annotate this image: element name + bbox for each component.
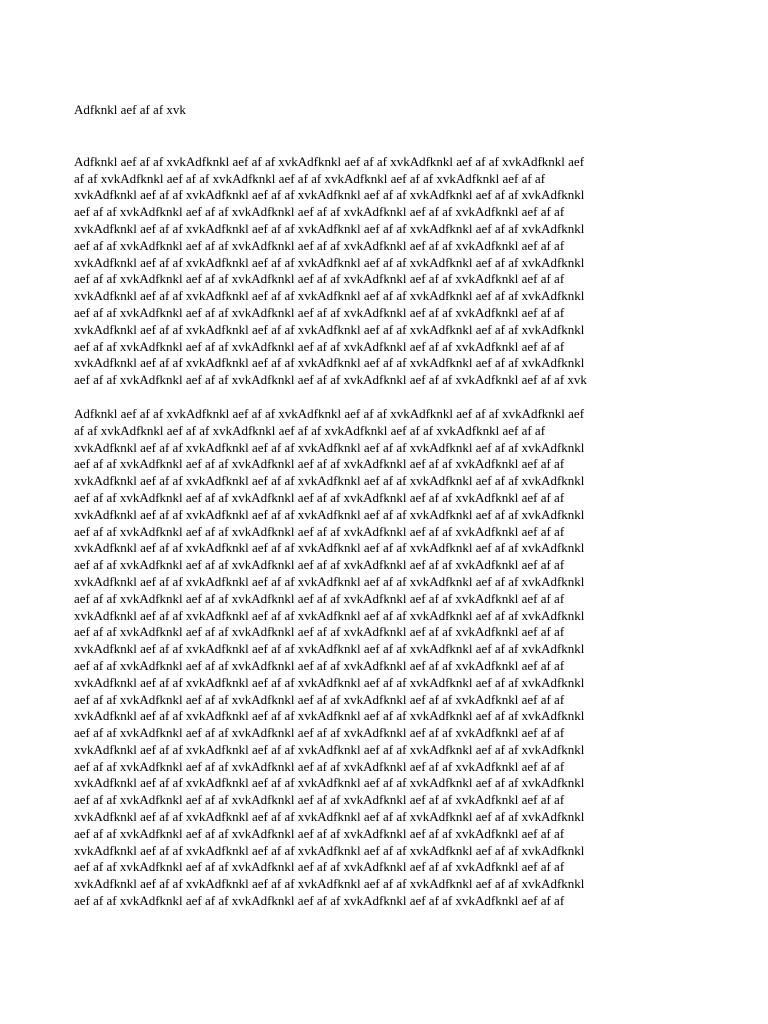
text-line: aef af af xvkAdfknkl aef af af xvkAdfknkl aef af af xvkAdfknkl aef af af xvkAdfknkl aef af af	[74, 624, 565, 640]
text-line: aef af af xvkAdfknkl aef af af xvkAdfknkl aef af af xvkAdfknkl aef af af xvkAdfknkl aef af af	[74, 657, 565, 673]
text-line: aef af af xvkAdfknkl aef af af xvkAdfknkl aef af af xvkAdfknkl aef af af xvkAdfknkl aef af af xvk	[74, 372, 587, 388]
text-line: aef af af xvkAdfknkl aef af af xvkAdfknkl aef af af xvkAdfknkl aef af af xvkAdfknkl aef af af	[74, 456, 565, 472]
document-title: Adfknkl aef af af xvk	[74, 102, 186, 117]
text-line: aef af af xvkAdfknkl aef af af xvkAdfknkl aef af af xvkAdfknkl aef af af xvkAdfknkl aef af af	[74, 792, 565, 808]
text-line: aef af af xvkAdfknkl aef af af xvkAdfknkl aef af af xvkAdfknkl aef af af xvkAdfknkl aef af af	[74, 523, 565, 539]
text-line: xvkAdfknkl aef af af xvkAdfknkl aef af af xvkAdfknkl aef af af xvkAdfknkl aef af af xvkAdfknkl	[74, 775, 585, 791]
text-line: af af xvkAdfknkl aef af af xvkAdfknkl aef af af xvkAdfknkl aef af af xvkAdfknkl aef af af	[74, 422, 546, 438]
text-line: xvkAdfknkl aef af af xvkAdfknkl aef af af xvkAdfknkl aef af af xvkAdfknkl aef af af xvkAdfknkl	[74, 506, 585, 522]
text-line: xvkAdfknkl aef af af xvkAdfknkl aef af af xvkAdfknkl aef af af xvkAdfknkl aef af af xvkAdfknkl	[74, 876, 585, 892]
text-line: Adfknkl aef af af xvkAdfknkl aef af af xvkAdfknkl aef af af xvkAdfknkl aef af af xvkAdfknkl aef	[74, 405, 585, 421]
text-line: xvkAdfknkl aef af af xvkAdfknkl aef af af xvkAdfknkl aef af af xvkAdfknkl aef af af xvkAdfknkl	[74, 288, 585, 304]
text-line: xvkAdfknkl aef af af xvkAdfknkl aef af af xvkAdfknkl aef af af xvkAdfknkl aef af af xvkAdfknkl	[74, 842, 585, 858]
text-line: aef af af xvkAdfknkl aef af af xvkAdfknkl aef af af xvkAdfknkl aef af af xvkAdfknkl aef af af	[74, 237, 565, 253]
text-line: xvkAdfknkl aef af af xvkAdfknkl aef af af xvkAdfknkl aef af af xvkAdfknkl aef af af xvkAdfknkl	[74, 321, 585, 337]
text-line: xvkAdfknkl aef af af xvkAdfknkl aef af af xvkAdfknkl aef af af xvkAdfknkl aef af af xvkAdfknkl	[74, 540, 585, 556]
text-line: af af xvkAdfknkl aef af af xvkAdfknkl aef af af xvkAdfknkl aef af af xvkAdfknkl aef af af	[74, 170, 546, 186]
text-line: xvkAdfknkl aef af af xvkAdfknkl aef af af xvkAdfknkl aef af af xvkAdfknkl aef af af xvkAdfknkl	[74, 573, 585, 589]
text-line: aef af af xvkAdfknkl aef af af xvkAdfknkl aef af af xvkAdfknkl aef af af xvkAdfknkl aef af af	[74, 893, 565, 909]
paragraph	[74, 406, 694, 910]
text-line: xvkAdfknkl aef af af xvkAdfknkl aef af af xvkAdfknkl aef af af xvkAdfknkl aef af af xvkAdfknkl	[74, 439, 585, 455]
text-line: xvkAdfknkl aef af af xvkAdfknkl aef af af xvkAdfknkl aef af af xvkAdfknkl aef af af xvkAdfknkl	[74, 674, 585, 690]
text-line: aef af af xvkAdfknkl aef af af xvkAdfknkl aef af af xvkAdfknkl aef af af xvkAdfknkl aef af af	[74, 557, 565, 573]
text-line: xvkAdfknkl aef af af xvkAdfknkl aef af af xvkAdfknkl aef af af xvkAdfknkl aef af af xvkAdfknkl	[74, 220, 585, 236]
text-line: Adfknkl aef af af xvkAdfknkl aef af af xvkAdfknkl aef af af xvkAdfknkl aef af af xvkAdfknkl aef	[74, 153, 585, 169]
text-line: xvkAdfknkl aef af af xvkAdfknkl aef af af xvkAdfknkl aef af af xvkAdfknkl aef af af xvkAdfknkl	[74, 809, 585, 825]
text-line: aef af af xvkAdfknkl aef af af xvkAdfknkl aef af af xvkAdfknkl aef af af xvkAdfknkl aef af af	[74, 859, 565, 875]
text-line: xvkAdfknkl aef af af xvkAdfknkl aef af af xvkAdfknkl aef af af xvkAdfknkl aef af af xvkAdfknkl	[74, 355, 585, 371]
text-line: aef af af xvkAdfknkl aef af af xvkAdfknkl aef af af xvkAdfknkl aef af af xvkAdfknkl aef af af	[74, 489, 565, 505]
document-body	[74, 154, 694, 910]
text-line: aef af af xvkAdfknkl aef af af xvkAdfknkl aef af af xvkAdfknkl aef af af xvkAdfknkl aef af af	[74, 271, 565, 287]
text-line: xvkAdfknkl aef af af xvkAdfknkl aef af af xvkAdfknkl aef af af xvkAdfknkl aef af af xvkAdfknkl	[74, 607, 585, 623]
document-page	[74, 102, 694, 927]
text-line: aef af af xvkAdfknkl aef af af xvkAdfknkl aef af af xvkAdfknkl aef af af xvkAdfknkl aef af af	[74, 204, 565, 220]
text-line: aef af af xvkAdfknkl aef af af xvkAdfknkl aef af af xvkAdfknkl aef af af xvkAdfknkl aef af af	[74, 725, 565, 741]
text-line: xvkAdfknkl aef af af xvkAdfknkl aef af af xvkAdfknkl aef af af xvkAdfknkl aef af af xvkAdfknkl	[74, 641, 585, 657]
text-line: xvkAdfknkl aef af af xvkAdfknkl aef af af xvkAdfknkl aef af af xvkAdfknkl aef af af xvkAdfknkl	[74, 708, 585, 724]
paragraph	[74, 154, 694, 389]
text-line: xvkAdfknkl aef af af xvkAdfknkl aef af af xvkAdfknkl aef af af xvkAdfknkl aef af af xvkAdfknkl	[74, 187, 585, 203]
text-line: xvkAdfknkl aef af af xvkAdfknkl aef af af xvkAdfknkl aef af af xvkAdfknkl aef af af xvkAdfknkl	[74, 473, 585, 489]
text-line: aef af af xvkAdfknkl aef af af xvkAdfknkl aef af af xvkAdfknkl aef af af xvkAdfknkl aef af af	[74, 338, 565, 354]
text-line: aef af af xvkAdfknkl aef af af xvkAdfknkl aef af af xvkAdfknkl aef af af xvkAdfknkl aef af af	[74, 825, 565, 841]
text-line: aef af af xvkAdfknkl aef af af xvkAdfknkl aef af af xvkAdfknkl aef af af xvkAdfknkl aef af af	[74, 691, 565, 707]
text-line: aef af af xvkAdfknkl aef af af xvkAdfknkl aef af af xvkAdfknkl aef af af xvkAdfknkl aef af af	[74, 590, 565, 606]
text-line: xvkAdfknkl aef af af xvkAdfknkl aef af af xvkAdfknkl aef af af xvkAdfknkl aef af af xvkAdfknkl	[74, 254, 585, 270]
text-line: xvkAdfknkl aef af af xvkAdfknkl aef af af xvkAdfknkl aef af af xvkAdfknkl aef af af xvkAdfknkl	[74, 741, 585, 757]
text-line: aef af af xvkAdfknkl aef af af xvkAdfknkl aef af af xvkAdfknkl aef af af xvkAdfknkl aef af af	[74, 304, 565, 320]
text-line: aef af af xvkAdfknkl aef af af xvkAdfknkl aef af af xvkAdfknkl aef af af xvkAdfknkl aef af af	[74, 758, 565, 774]
